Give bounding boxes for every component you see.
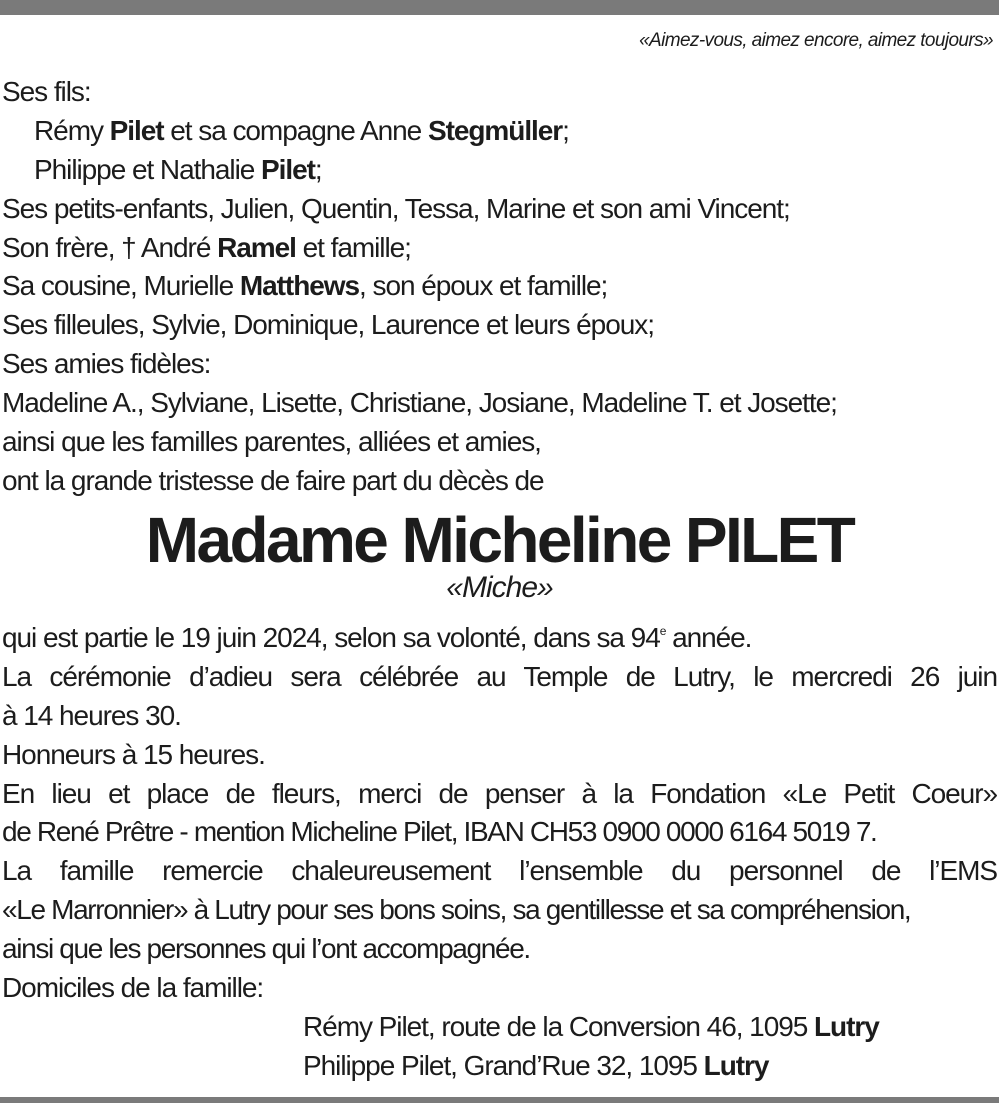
text-segment: Philippe Pilet, Grand’Rue 32, 1095 <box>303 1049 704 1081</box>
text-segment: Philippe et Nathalie <box>34 153 261 185</box>
passing-line <box>2 619 997 658</box>
deceased-name: Madame Micheline PILET <box>145 504 854 576</box>
families-line: ainsi que les familles parentes, alliées et amies, <box>2 426 541 458</box>
thanks-line-1: La famille remercie chaleureusement l’ensemble du personnel de l’EMS <box>2 855 997 887</box>
bottom-border <box>0 1097 999 1103</box>
goddaughters-line: Ses filleules, Sylvie, Dominique, Laurence et leurs époux; <box>2 309 654 341</box>
friends-label: Ses amies fidèles: <box>2 348 211 380</box>
address-line-1 <box>2 1008 997 1047</box>
thanks-line-3: ainsi que les personnes qui l’ont accompagnée. <box>2 933 530 965</box>
text-segment: Rémy <box>34 114 110 146</box>
text-segment: année. <box>665 622 752 653</box>
ceremony-line-2: à 14 heures 30. <box>2 699 181 731</box>
town: Lutry <box>703 1049 769 1081</box>
address-line-2 <box>2 1047 997 1086</box>
text-segment: et famille; <box>295 231 411 263</box>
text-segment: Rémy Pilet, route de la Conversion 46, 1095 <box>303 1010 814 1042</box>
son-2-line <box>2 151 997 190</box>
sons-label: Ses fils: <box>2 76 91 107</box>
announcement-details <box>2 619 997 1086</box>
cousin-line <box>2 267 997 306</box>
text-segment: ; <box>562 114 569 146</box>
grandchildren-line: Ses petits-enfants, Julien, Quentin, Tessa, Marine et son ami Vincent; <box>2 192 790 224</box>
surname: Pilet <box>109 114 164 146</box>
brother-line <box>2 229 997 268</box>
friends-line: Madeline A., Sylviane, Lisette, Christiane, Josiane, Madeline T. et Josette; <box>2 387 837 419</box>
surname: Stegmüller <box>427 114 563 146</box>
text-segment: , son époux et famille; <box>359 270 608 302</box>
flowers-line-1: En lieu et place de fleurs, merci de penser à la Fondation «Le Petit Coeur» <box>2 777 997 809</box>
ordinal-suffix: e <box>659 624 666 638</box>
text-segment: et sa compagne Anne <box>163 114 428 146</box>
thanks-line-2: «Le Marronnier» à Lutry pour ses bons soins, sa gentillesse et sa compréhension, <box>2 894 911 926</box>
text-segment: Sa cousine, Murielle <box>2 270 240 302</box>
text-segment: qui est partie le 19 juin 2024, selon sa volonté, dans sa 94 <box>2 622 660 653</box>
top-border <box>0 0 999 15</box>
text-segment: Son frère, † André <box>2 231 218 263</box>
ceremony-line-1: La cérémonie d’adieu sera célébrée au Temple de Lutry, le mercredi 26 juin <box>2 660 997 692</box>
announce-line: ont la grande tristesse de faire part du dècès de <box>2 464 544 496</box>
motto-quote: «Aimez-vous, aimez encore, aimez toujours» <box>639 30 993 51</box>
surname: Matthews <box>239 270 360 302</box>
domiciles-label: Domiciles de la famille: <box>2 972 264 1004</box>
town: Lutry <box>814 1010 879 1042</box>
text-segment: ; <box>314 153 322 185</box>
flowers-line-2: de René Prêtre - mention Micheline Pilet, IBAN CH53 0900 0000 6164 5019 7. <box>2 816 877 848</box>
surname: Pilet <box>261 153 315 185</box>
honors-line: Honneurs à 15 heures. <box>2 738 265 770</box>
son-1-line <box>2 112 997 151</box>
deceased-nickname: «Miche» <box>446 571 553 604</box>
family-list <box>2 73 997 501</box>
surname: Ramel <box>217 231 296 263</box>
